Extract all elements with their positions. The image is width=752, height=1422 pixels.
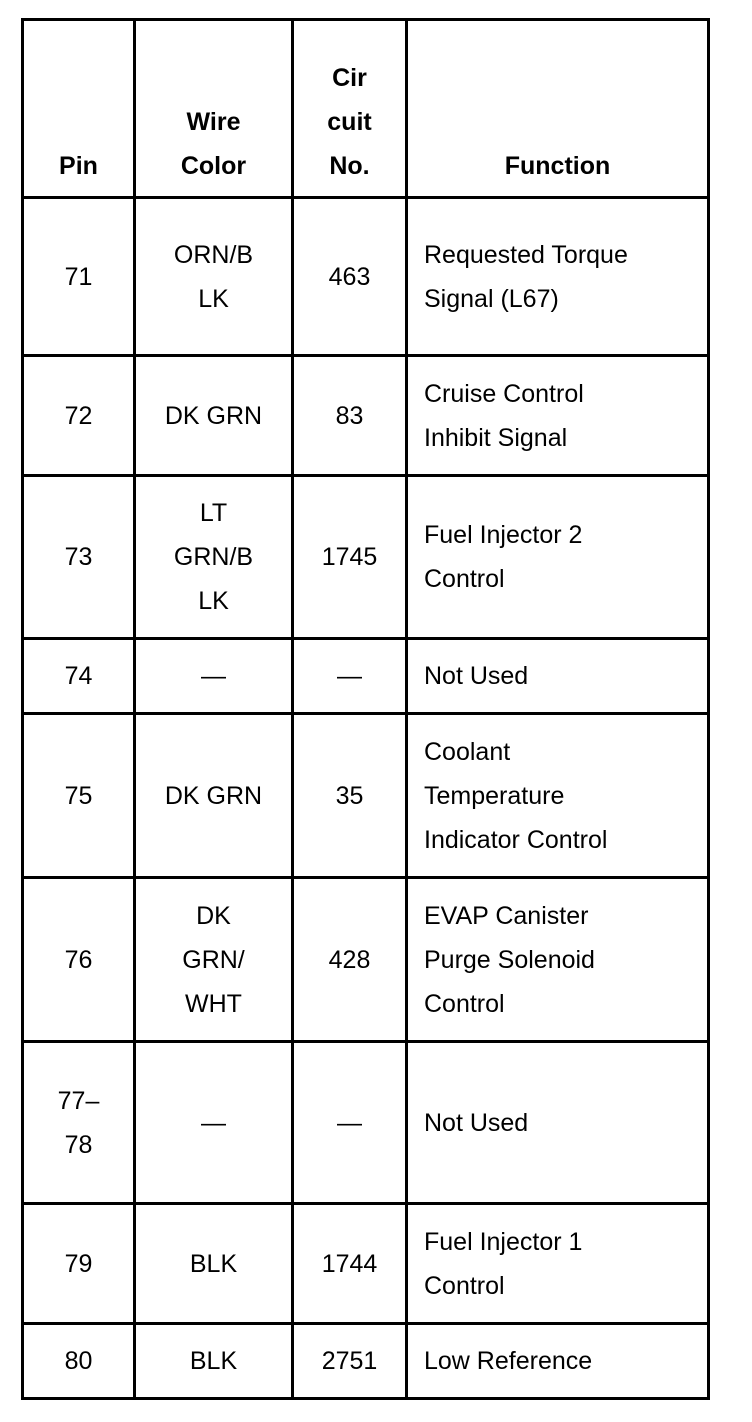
circuit-no-cell: 1745 (293, 476, 407, 639)
function-cell: Not Used (407, 1042, 709, 1204)
circuit-no-cell: 463 (293, 198, 407, 356)
function-cell: Low Reference (407, 1324, 709, 1399)
wire-color-cell: BLK (135, 1204, 293, 1324)
table-row (23, 476, 709, 639)
table-row (23, 1324, 709, 1399)
function-cell: Fuel Injector 2 Control (407, 476, 709, 639)
circuit-no-cell: 83 (293, 356, 407, 476)
table-row (23, 714, 709, 878)
function-cell: Not Used (407, 639, 709, 714)
function-cell: EVAP Canister Purge Solenoid Control (407, 878, 709, 1042)
table-body (23, 198, 709, 1399)
table-row (23, 639, 709, 714)
circuit-no-cell: 2751 (293, 1324, 407, 1399)
pin-cell: 71 (23, 198, 135, 356)
header-function: Function (407, 20, 709, 198)
pin-cell: 77– 78 (23, 1042, 135, 1204)
circuit-no-cell: 428 (293, 878, 407, 1042)
pin-cell: 76 (23, 878, 135, 1042)
wire-color-cell: — (135, 639, 293, 714)
pinout-table-container (21, 18, 707, 1400)
function-cell: Fuel Injector 1 Control (407, 1204, 709, 1324)
function-cell: Requested Torque Signal (L67) (407, 198, 709, 356)
function-cell: Cruise Control Inhibit Signal (407, 356, 709, 476)
wire-color-cell: LT GRN/B LK (135, 476, 293, 639)
table-row (23, 1204, 709, 1324)
wire-color-cell: DK GRN (135, 356, 293, 476)
pin-cell: 72 (23, 356, 135, 476)
pin-cell: 80 (23, 1324, 135, 1399)
circuit-no-cell: — (293, 639, 407, 714)
wire-color-cell: ORN/B LK (135, 198, 293, 356)
table-row (23, 1042, 709, 1204)
pin-cell: 79 (23, 1204, 135, 1324)
header-circuit-no: Cir cuit No. (293, 20, 407, 198)
wire-color-cell: BLK (135, 1324, 293, 1399)
pin-cell: 74 (23, 639, 135, 714)
circuit-no-cell: 35 (293, 714, 407, 878)
table-row (23, 198, 709, 356)
table-header (23, 20, 709, 198)
function-cell: Coolant Temperature Indicator Control (407, 714, 709, 878)
pin-cell: 75 (23, 714, 135, 878)
header-row (23, 20, 709, 198)
wire-color-cell: DK GRN/ WHT (135, 878, 293, 1042)
table-row (23, 878, 709, 1042)
wire-color-cell: — (135, 1042, 293, 1204)
table-row (23, 356, 709, 476)
wire-color-cell: DK GRN (135, 714, 293, 878)
circuit-no-cell: 1744 (293, 1204, 407, 1324)
header-pin: Pin (23, 20, 135, 198)
header-wire-color: Wire Color (135, 20, 293, 198)
pin-cell: 73 (23, 476, 135, 639)
circuit-no-cell: — (293, 1042, 407, 1204)
connector-pinout-table (21, 18, 710, 1400)
